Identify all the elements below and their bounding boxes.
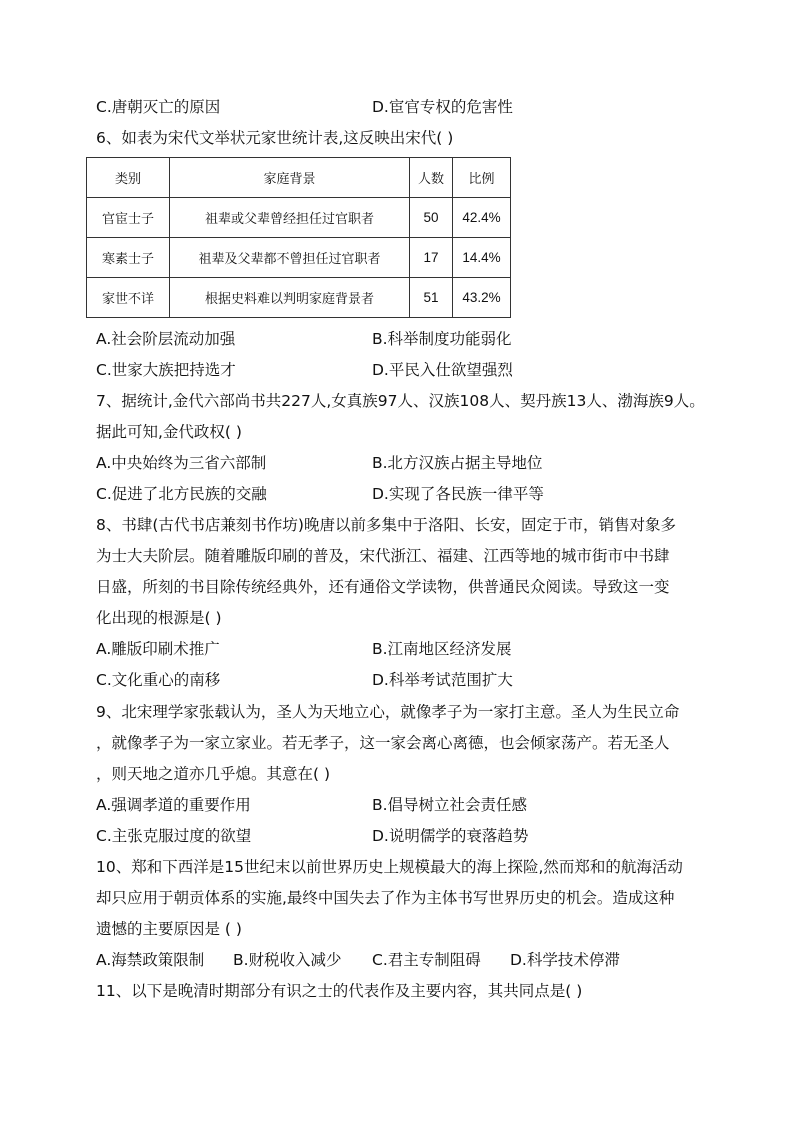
option-d: D.说明儒学的衰落趋势 <box>372 827 529 845</box>
option-b: B.财税收入减少 <box>233 951 342 969</box>
table-row <box>87 278 511 318</box>
table-cell: 51 <box>410 278 453 318</box>
table-cell: 50 <box>410 198 453 238</box>
option-a: A.中央始终为三省六部制 <box>96 454 267 472</box>
question-10-stem-line: 遗憾的主要原因是 ( ) <box>96 920 242 938</box>
table-cell: 官宦士子 <box>87 198 170 238</box>
table-cell: 寒素士子 <box>87 238 170 278</box>
table-cell: 根据史料难以判明家庭背景者 <box>170 278 410 318</box>
question-7-stem-line: 7、据统计,金代六部尚书共227人,女真族97人、汉族108人、契丹族13人、渤海族9人。 <box>96 392 705 410</box>
question-8-stem-line: 化出现的根源是( ) <box>96 609 222 627</box>
table-row <box>87 198 511 238</box>
option-c: C.主张克服过度的欲望 <box>96 827 252 845</box>
question-8-stem-line: 日盛，所刻的书目除传统经典外，还有通俗文学读物，供普通民众阅读。导致这一变 <box>96 578 670 596</box>
option-c: C.君主专制阻碍 <box>372 951 481 969</box>
option-d: D.平民入仕欲望强烈 <box>372 361 513 379</box>
table-cell: 14.4% <box>453 238 511 278</box>
option-b: B.科举制度功能弱化 <box>372 330 512 348</box>
table-header: 家庭背景 <box>170 158 410 198</box>
table-row <box>87 238 511 278</box>
table-cell: 家世不详 <box>87 278 170 318</box>
table-cell: 祖辈或父辈曾经担任过官职者 <box>170 198 410 238</box>
option-c: C.文化重心的南移 <box>96 671 221 689</box>
question-9-stem-line: ，就像孝子为一家立家业。若无孝子，这一家会离心离德，也会倾家荡产。若无圣人 <box>96 734 670 752</box>
option-a: A.雕版印刷术推广 <box>96 640 220 658</box>
option-d: D.科举考试范围扩大 <box>372 671 513 689</box>
table-cell: 43.2% <box>453 278 511 318</box>
table-header-row <box>87 158 511 198</box>
option-a: A.强调孝道的重要作用 <box>96 796 251 814</box>
option-d: D.科学技术停滞 <box>510 951 620 969</box>
table-cell: 祖辈及父辈都不曾担任过官职者 <box>170 238 410 278</box>
option-c: C.唐朝灭亡的原因 <box>96 98 221 116</box>
question-8-stem-line: 为士大夫阶层。随着雕版印刷的普及，宋代浙江、福建、江西等地的城市街市中书肆 <box>96 547 670 565</box>
question-9-stem-line: ，则天地之道亦几乎熄。其意在( ) <box>96 765 331 783</box>
option-b: B.倡导树立社会责任感 <box>372 796 528 814</box>
table-cell: 42.4% <box>453 198 511 238</box>
question-10-stem-line: 却只应用于朝贡体系的实施,最终中国失去了作为主体书写世界历史的机会。造成这种 <box>96 889 675 907</box>
question-7-stem-line: 据此可知,金代政权( ) <box>96 423 242 441</box>
question-11-stem-line: 11、以下是晚清时期部分有识之士的代表作及主要内容，其共同点是( ) <box>96 982 583 1000</box>
question-6-stem: 6、如表为宋代文举状元家世统计表,这反映出宋代( ) <box>96 129 454 147</box>
question-10-stem-line: 10、郑和下西洋是15世纪末以前世界历史上规模最大的海上探险,然而郑和的航海活动 <box>96 858 683 876</box>
option-c: C.促进了北方民族的交融 <box>96 485 267 503</box>
option-a: A.海禁政策限制 <box>96 951 205 969</box>
option-b: B.北方汉族占据主导地位 <box>372 454 543 472</box>
option-b: B.江南地区经济发展 <box>372 640 512 658</box>
option-a: A.社会阶层流动加强 <box>96 330 236 348</box>
table-header: 人数 <box>410 158 453 198</box>
table-header: 比例 <box>453 158 511 198</box>
table-header: 类别 <box>87 158 170 198</box>
table-cell: 17 <box>410 238 453 278</box>
question-8-stem-line: 8、书肆(古代书店兼刻书作坊)晚唐以前多集中于洛阳、长安，固定于市，销售对象多 <box>96 516 676 534</box>
option-d: D.实现了各民族一律平等 <box>372 485 544 503</box>
option-d: D.宦官专权的危害性 <box>372 98 513 116</box>
statistics-table <box>86 157 511 318</box>
option-c: C.世家大族把持选才 <box>96 361 236 379</box>
question-9-stem-line: 9、北宋理学家张载认为，圣人为天地立心，就像孝子为一家打主意。圣人为生民立命 <box>96 703 680 721</box>
